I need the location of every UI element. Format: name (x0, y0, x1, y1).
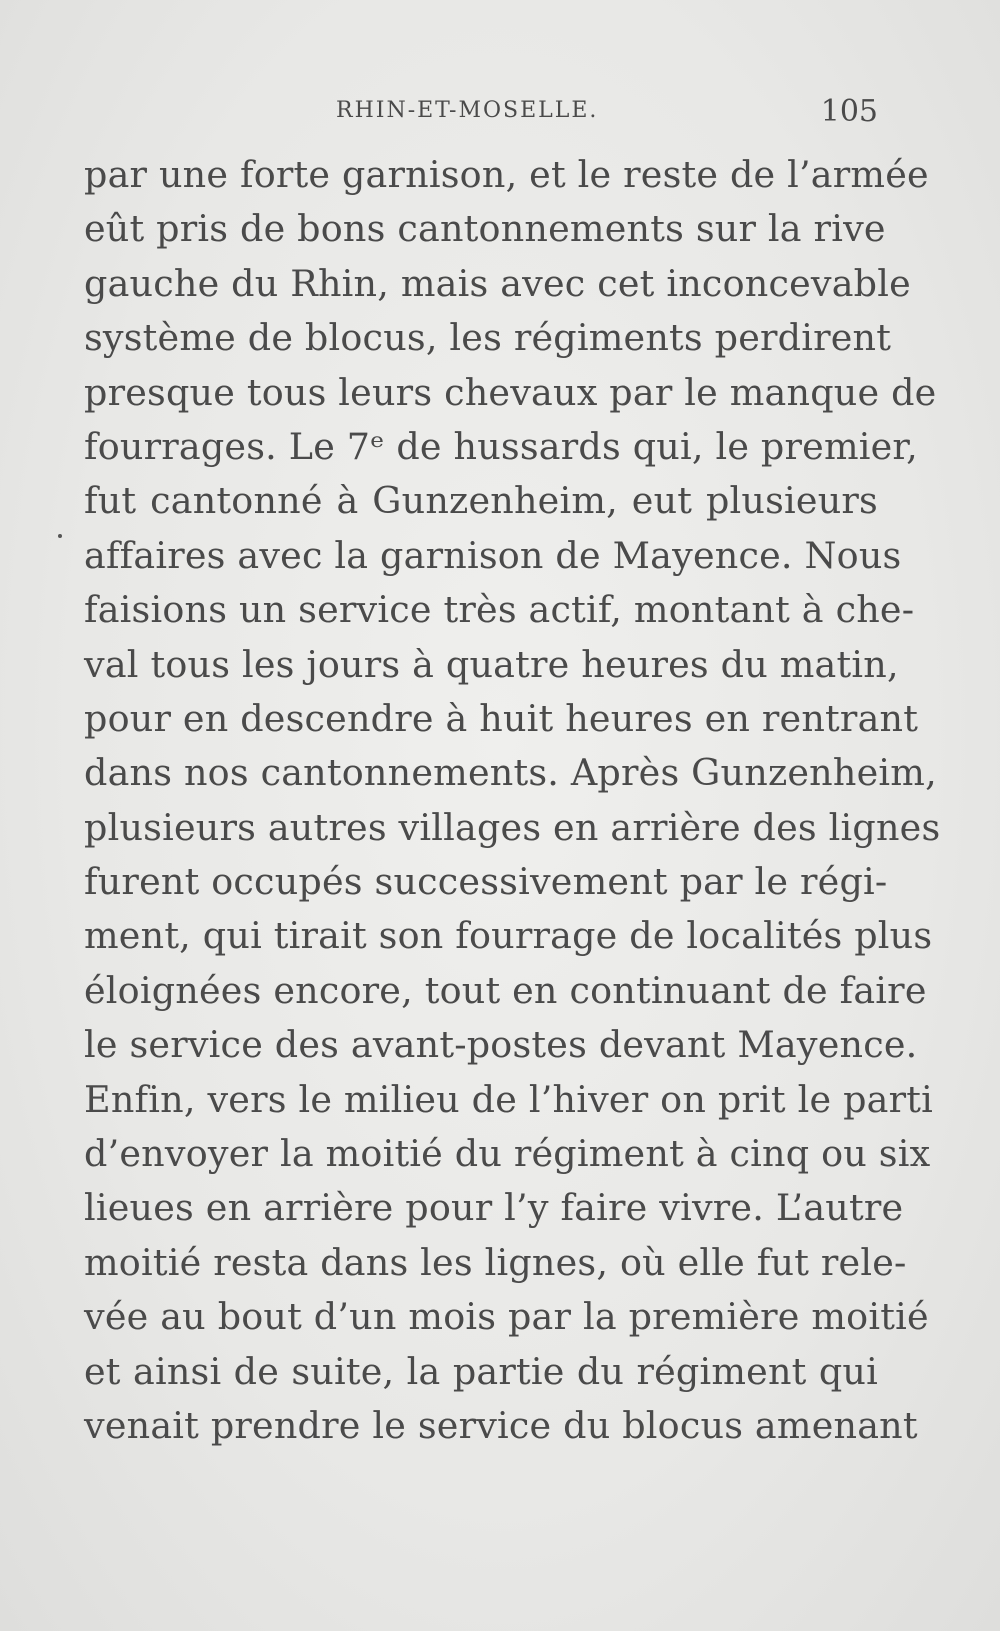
text-line: furent occupés successivement par le régi- (84, 860, 888, 904)
text-line: fourrages. Le 7ᵉ de hussards qui, le premier, (84, 424, 918, 468)
running-head (86, 94, 878, 129)
text-line: éloignées encore, tout en continuant de faire (84, 968, 927, 1012)
text-line: presque tous leurs chevaux par le manque de (84, 370, 937, 414)
text-line: plusieurs autres villages en arrière des lignes (84, 805, 941, 849)
page-number: 105 (820, 94, 878, 129)
margin-mark (58, 534, 62, 538)
text-line: Enfin, vers le milieu de l’hiver on prit le parti (84, 1077, 933, 1121)
text-line: vée au bout d’un mois par la première moitié (84, 1295, 929, 1339)
text-line: venait prendre le service du blocus amenant (84, 1403, 918, 1447)
text-line: d’envoyer la moitié du régiment à cinq ou six (84, 1132, 931, 1176)
running-title: RHIN-ET-MOSELLE. (336, 98, 599, 123)
text-line: val tous les jours à quatre heures du matin, (84, 642, 899, 686)
text-line: faisions un service très actif, montant à che- (84, 588, 915, 632)
text-line: moitié resta dans les lignes, où elle fut rele- (84, 1240, 907, 1284)
text-line: eût pris de bons cantonnements sur la rive (84, 207, 886, 251)
text-line: lieues en arrière pour l’y faire vivre. L’autre (84, 1186, 904, 1230)
text-line: dans nos cantonnements. Après Gunzenheim, (84, 751, 937, 795)
text-line: par une forte garnison, et le reste de l’armée (84, 153, 929, 196)
text-line: affaires avec la garnison de Mayence. Nous (84, 533, 902, 577)
text-line: et ainsi de suite, la partie du régiment qui (84, 1349, 878, 1393)
text-line: gauche du Rhin, mais avec cet inconcevable (84, 261, 911, 305)
body-text (84, 148, 941, 1453)
text-line: fut cantonné à Gunzenheim, eut plusieurs (84, 479, 878, 523)
text-line: système de blocus, les régiments perdirent (84, 316, 892, 360)
text-line: le service des avant-postes devant Mayence. (84, 1023, 918, 1067)
text-line: pour en descendre à huit heures en rentrant (84, 696, 919, 740)
text-line: ment, qui tirait son fourrage de localités plus (84, 914, 933, 958)
